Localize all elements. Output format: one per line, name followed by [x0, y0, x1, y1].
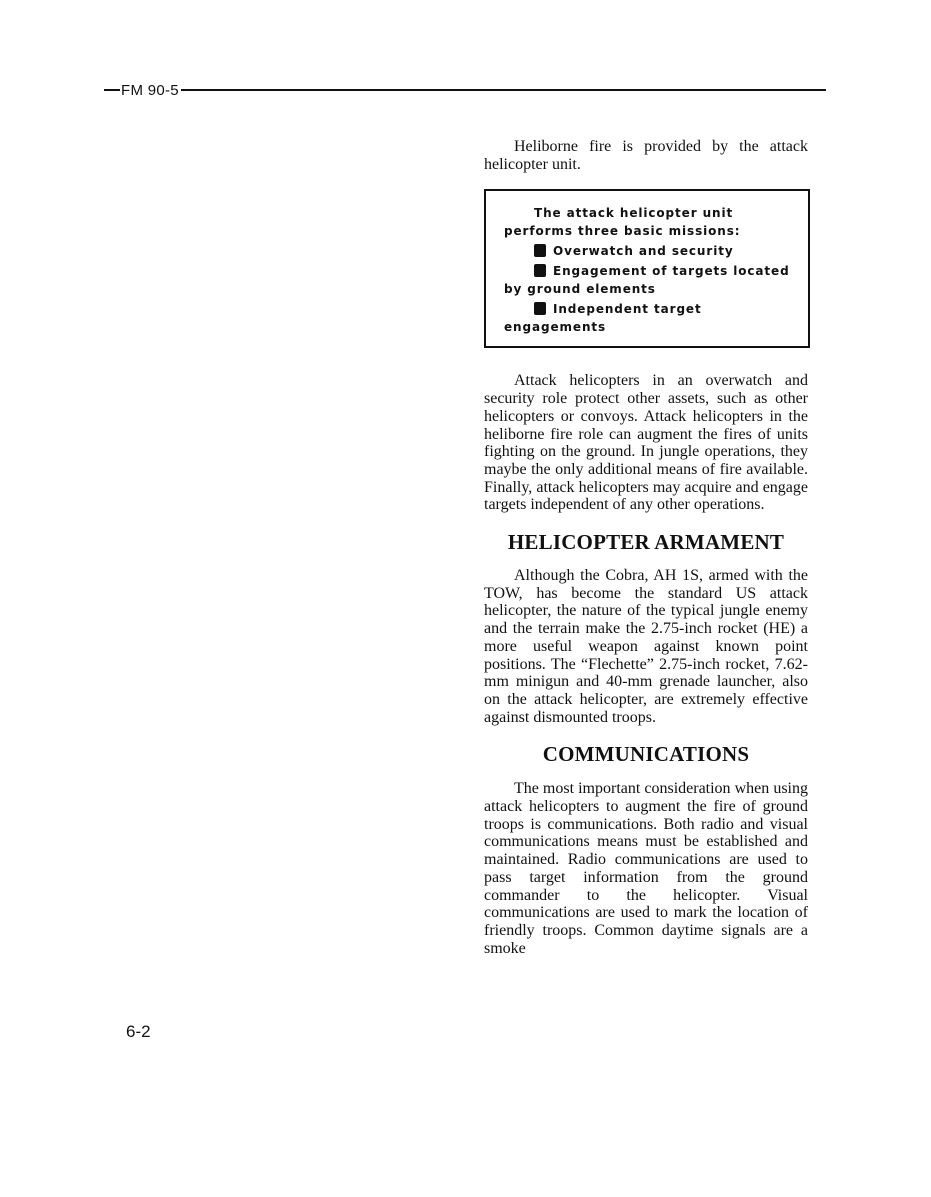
section-heading-armament: HELICOPTER ARMAMENT — [507, 530, 785, 555]
callout-item — [504, 300, 792, 336]
square-bullet-icon — [534, 244, 546, 257]
armament-paragraph: Although the Cobra, AH 1S, armed with the TOW, has become the standard US attack helicopter, the nature of the typical jungle enemy and the terrain make the 2.75-inch rocket (HE) a more useful weapon against known point positions. The “Flechette” 2.75-inch rocket, 7.62-mm minigun and 40-mm grenade launcher, also on the attack helicopter, are extremely effective against dismounted troops. — [484, 567, 808, 726]
header-rule — [181, 89, 826, 91]
section-heading-communications: COMMUNICATIONS — [542, 742, 750, 767]
text-column — [484, 138, 808, 957]
page-number: 6-2 — [126, 1022, 151, 1041]
square-bullet-icon — [534, 302, 546, 315]
intro-paragraph: Heliborne fire is provided by the attack helicopter unit. — [484, 138, 808, 173]
overwatch-paragraph: Attack helicopters in an overwatch and security role protect other assets, such as other helicopters or convoys. Attack helicopters in the heliborne fire role can augment the fires of units fighting on the ground. In jungle operations, they maybe the only additional means of fire available. Finally, attack helicopters may acquire and engage targets independent of any other operations. — [484, 372, 808, 514]
manual-id: FM 90-5 — [121, 81, 179, 99]
callout-item-text: Overwatch and security — [553, 244, 734, 259]
missions-callout-box — [484, 189, 810, 348]
square-bullet-icon — [534, 264, 546, 277]
communications-paragraph: The most important consideration when using attack helicopters to augment the fire of ground troops is communications. Both radio and visual communications means must be established and maintained. Radio communications are used to pass target information from the ground commander to the helicopter. Visual communications are used to mark the location of friendly troops. Common daytime signals are a smoke — [484, 780, 808, 957]
callout-intro: The attack helicopter unit performs three basic missions: — [504, 206, 741, 239]
header-dash — [104, 89, 120, 91]
page-header — [104, 80, 826, 100]
callout-item-text: Engagement of targets located by ground elements — [504, 264, 790, 297]
callout-item-text: Independent target engagements — [504, 302, 702, 335]
callout-item — [504, 262, 792, 298]
callout-item — [504, 242, 792, 260]
